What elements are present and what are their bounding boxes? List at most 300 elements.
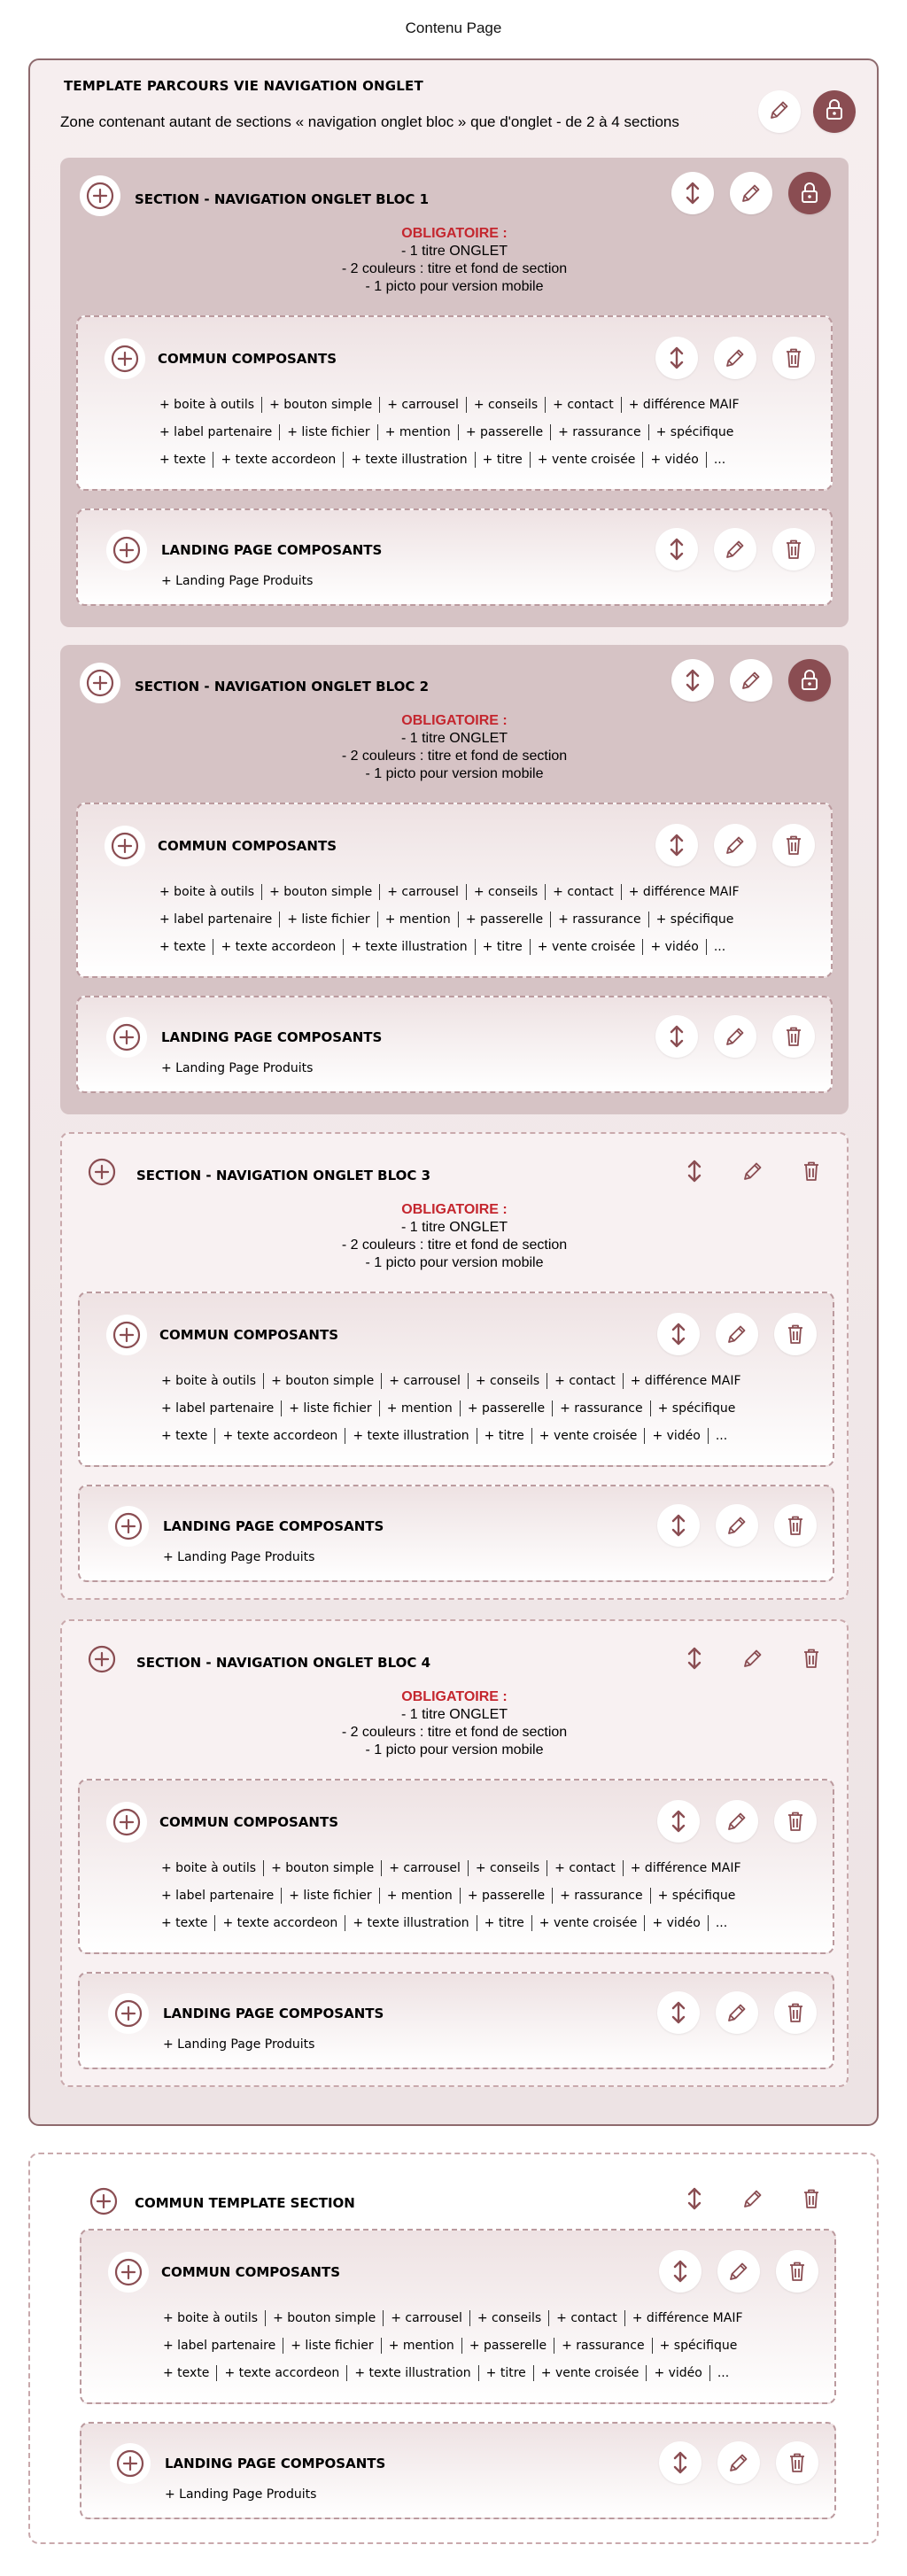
required-notice [62,1201,847,1272]
delete-landing-button[interactable] [776,2441,818,2484]
plus-circle-icon [87,1157,117,1187]
component-item[interactable]: + texte [159,453,206,467]
component-item[interactable]: + texte illustration [353,1429,469,1443]
landing-page-title: LANDING PAGE COMPOSANTS [163,1518,384,1534]
section-navigation-onglet-bloc-2 [60,645,849,1114]
add-section-button[interactable] [81,1639,122,1680]
move-commun-button[interactable] [657,1313,700,1355]
pencil-icon [740,1645,766,1672]
component-item[interactable]: + vente croisée [540,2366,640,2380]
delete-commun-button[interactable] [776,2250,818,2293]
delete-landing-button[interactable] [774,1504,817,1547]
trash-icon [780,345,807,371]
component-item[interactable]: + spécifique [655,425,734,439]
edit-section-button[interactable] [732,1637,774,1680]
trash-icon [782,1321,809,1347]
move-vertical-icon [679,180,706,206]
component-row [161,1373,741,1389]
component-item[interactable]: + vidéo [650,940,699,954]
component-item[interactable]: + liste fichier [289,1889,372,1903]
required-line: - 2 couleurs : titre et fond de section [341,1725,568,1740]
add-commun-button[interactable] [105,826,145,866]
component-row [159,452,725,468]
separator [458,912,459,927]
section-title: SECTION - NAVIGATION ONGLET BLOC 1 [135,191,430,207]
required-label: OBLIGATOIRE : [401,713,508,728]
component-item[interactable]: + rassurance [562,2339,645,2353]
plus-circle-icon [87,1644,117,1674]
component-item[interactable]: + vidéo [650,453,699,467]
component-item[interactable]: + carrousel [391,2311,462,2325]
commun-composants-box [78,1779,834,1954]
separator [531,1428,532,1444]
component-item[interactable]: + différence MAIF [628,398,740,412]
component-item[interactable]: + label partenaire [159,425,273,439]
component-item[interactable]: + liste fichier [289,1401,372,1416]
commun-composants-box [80,2229,836,2404]
pencil-icon [738,180,764,206]
component-row [161,1888,735,1904]
component-item[interactable]: + titre [485,2366,526,2380]
add-landing-button[interactable] [108,1506,149,1547]
delete-landing-button[interactable] [774,1991,817,2034]
component-item[interactable]: + texte [163,2366,210,2380]
component-row [159,884,740,900]
separator [377,424,378,440]
component-item[interactable]: + conseils [473,398,539,412]
separator [648,912,649,927]
commun-composants-box [78,1292,834,1467]
component-item[interactable]: + différence MAIF [630,1374,741,1388]
add-landing-button[interactable] [110,2443,151,2484]
move-landing-button[interactable] [655,528,698,570]
delete-commun-button[interactable] [772,337,815,379]
pencil-icon [724,1999,750,2026]
separator [343,939,344,955]
lock-icon [821,97,848,128]
component-item[interactable]: + boite à outils [161,1374,257,1388]
pencil-icon [766,97,793,128]
component-item[interactable]: ... [715,1916,728,1930]
edit-section-button[interactable] [732,1150,774,1192]
separator [460,1888,461,1904]
landing-page-item[interactable]: + Landing Page Produits [161,574,314,588]
edit-section-button[interactable] [730,172,772,214]
plus-circle-icon [110,831,140,861]
component-item[interactable]: + différence MAIF [630,1861,741,1875]
separator [531,1915,532,1931]
delete-landing-button[interactable] [772,1015,815,1058]
component-item[interactable]: + vente croisée [537,453,636,467]
pencil-icon [738,667,764,694]
component-item[interactable]: + spécifique [655,912,734,927]
component-item[interactable]: + spécifique [657,1889,736,1903]
move-section-button[interactable] [673,1637,716,1680]
required-line: - 1 titre ONGLET [400,244,508,259]
component-item[interactable]: ... [713,453,726,467]
required-notice [60,712,849,783]
edit-template-button[interactable] [758,90,801,133]
separator [475,939,476,955]
delete-landing-button[interactable] [772,528,815,570]
move-vertical-icon [667,2258,694,2285]
separator [379,397,380,413]
edit-landing-button[interactable] [716,1991,758,2034]
separator [644,1428,645,1444]
separator [652,2338,653,2354]
trash-icon [780,536,807,563]
required-line: - 1 picto pour version mobile [365,766,544,781]
separator [475,452,476,468]
separator [706,939,707,955]
component-item[interactable]: + boite à outils [159,398,255,412]
component-item[interactable]: + contact [553,885,614,899]
plus-circle-icon [112,1022,142,1052]
component-item[interactable]: + passerelle [467,1401,546,1416]
move-vertical-icon [681,1158,708,1184]
separator [458,424,459,440]
add-section-button[interactable] [80,175,120,216]
trash-icon [784,2449,810,2476]
component-item[interactable]: + conseils [475,1861,540,1875]
separator [214,1915,215,1931]
delete-commun-button[interactable] [774,1313,817,1355]
pencil-icon [722,1023,748,1050]
add-landing-button[interactable] [106,530,147,570]
separator [545,397,546,413]
separator [621,397,622,413]
separator [279,912,280,927]
move-vertical-icon [679,667,706,694]
component-item[interactable]: + texte illustration [351,453,468,467]
commun-template-content [64,2154,852,2542]
component-item[interactable]: + mention [388,2339,454,2353]
component-item[interactable]: + passerelle [469,2339,547,2353]
separator [469,2310,470,2326]
landing-page-title: LANDING PAGE COMPOSANTS [161,1029,383,1045]
required-notice [60,225,849,296]
required-label: OBLIGATOIRE : [401,226,508,241]
landing-page-box [78,1485,834,1582]
component-item[interactable]: + mention [386,1889,453,1903]
component-item[interactable]: + différence MAIF [628,885,740,899]
page-title: Contenu Page [405,19,502,36]
separator [530,939,531,955]
landing-page-box [80,2422,836,2519]
component-item[interactable]: + spécifique [659,2339,738,2353]
component-item[interactable]: + bouton simple [271,1374,375,1388]
separator [261,884,262,900]
separator [650,1888,651,1904]
delete-section-button[interactable] [790,1150,833,1192]
edit-landing-button[interactable] [714,1015,756,1058]
template-frame [28,58,879,2126]
commun-template-title: COMMUN TEMPLATE SECTION [135,2195,355,2211]
move-landing-button[interactable] [659,2441,702,2484]
required-line: - 1 titre ONGLET [400,1707,508,1722]
component-item[interactable]: + texte [161,1916,208,1930]
commun-composants-title: COMMUN COMPOSANTS [159,1327,339,1343]
component-row [161,1860,741,1876]
component-item[interactable]: + rassurance [558,912,641,927]
component-item[interactable]: + texte illustration [353,1916,469,1930]
component-item[interactable]: + conseils [473,885,539,899]
edit-commun-button[interactable] [716,1800,758,1843]
move-landing-button[interactable] [655,1015,698,1058]
pencil-icon [725,2449,752,2476]
landing-page-title: LANDING PAGE COMPOSANTS [163,2006,384,2021]
component-item[interactable]: + contact [554,1861,616,1875]
component-item[interactable]: + conseils [477,2311,542,2325]
component-item[interactable]: + texte [159,940,206,954]
move-vertical-icon [663,345,690,371]
commun-composants-title: COMMUN COMPOSANTS [159,1814,339,1830]
add-section-button[interactable] [81,1152,122,1192]
component-item[interactable]: + boite à outils [161,1861,257,1875]
component-item[interactable]: + texte accordeon [222,1429,338,1443]
component-item[interactable]: + vidéo [652,1429,701,1443]
component-item[interactable]: + mention [386,1401,453,1416]
plus-circle-icon [112,1320,142,1350]
lock-template-button[interactable] [813,90,856,133]
edit-commun-button[interactable] [716,1313,758,1355]
move-commun-button[interactable] [659,2250,702,2293]
component-item[interactable]: + bouton simple [269,885,373,899]
delete-section-button[interactable] [790,1637,833,1680]
section-title: SECTION - NAVIGATION ONGLET BLOC 2 [135,679,430,694]
component-item[interactable]: + rassurance [558,425,641,439]
trash-icon [798,1645,825,1672]
move-vertical-icon [665,1321,692,1347]
component-item[interactable]: + texte accordeon [221,940,337,954]
move-section-button[interactable] [671,659,714,702]
component-item[interactable]: ... [715,1429,728,1443]
component-item[interactable]: + passerelle [465,425,544,439]
required-label: OBLIGATOIRE : [401,1689,508,1704]
component-item[interactable]: + titre [482,940,523,954]
separator [381,1373,382,1389]
plus-circle-icon [115,2448,145,2479]
commun-template-section [28,2153,879,2544]
component-row [161,1401,735,1416]
separator [466,884,467,900]
component-item[interactable]: + contact [553,398,614,412]
required-notice [62,1688,847,1759]
landing-page-title: LANDING PAGE COMPOSANTS [165,2456,386,2471]
component-item[interactable]: + carrousel [389,1861,461,1875]
component-item[interactable]: + vente croisée [537,940,636,954]
component-item[interactable]: + contact [556,2311,617,2325]
plus-circle-icon [85,668,115,698]
separator [381,1860,382,1876]
separator [460,1401,461,1416]
landing-page-item[interactable]: + Landing Page Produits [163,2037,315,2052]
separator [468,1373,469,1389]
component-item[interactable]: + passerelle [467,1889,546,1903]
component-item[interactable]: + titre [482,453,523,467]
separator [550,912,551,927]
move-vertical-icon [681,1645,708,1672]
add-landing-button[interactable] [108,1993,149,2034]
component-item[interactable]: + label partenaire [163,2339,276,2353]
add-commun-button[interactable] [106,1802,147,1843]
move-vertical-icon [667,2449,694,2476]
separator [468,1860,469,1876]
separator [642,452,643,468]
landing-page-title: LANDING PAGE COMPOSANTS [161,542,383,558]
pencil-icon [722,345,748,371]
component-item[interactable]: + contact [554,1374,616,1388]
component-item[interactable]: + passerelle [465,912,544,927]
component-item[interactable]: + texte [161,1429,208,1443]
pencil-icon [724,1808,750,1835]
lock-section-button[interactable] [788,659,831,702]
component-row [159,939,725,955]
add-section-button[interactable] [80,663,120,703]
plus-circle-icon [113,2257,143,2287]
section-navigation-onglet-bloc-3 [60,1132,849,1600]
trash-icon [780,1023,807,1050]
move-section-button[interactable] [671,172,714,214]
trash-icon [798,1158,825,1184]
component-item[interactable]: + label partenaire [161,1401,275,1416]
component-item[interactable]: + texte illustration [351,940,468,954]
add-commun-button[interactable] [105,338,145,379]
component-item[interactable]: + bouton simple [269,398,373,412]
move-commun-button[interactable] [655,824,698,866]
required-line: - 1 titre ONGLET [400,731,508,746]
separator [706,452,707,468]
landing-page-item[interactable]: + Landing Page Produits [163,1550,315,1564]
component-item[interactable]: + rassurance [560,1889,643,1903]
component-item[interactable]: + vidéo [652,1916,701,1930]
component-item[interactable]: + carrousel [387,885,459,899]
plus-circle-icon [85,181,115,211]
component-item[interactable]: + texte accordeon [222,1916,338,1930]
separator [545,884,546,900]
component-item[interactable]: + label partenaire [161,1889,275,1903]
component-item[interactable]: + différence MAIF [632,2311,743,2325]
edit-landing-button[interactable] [714,528,756,570]
pencil-icon [740,1158,766,1184]
pencil-icon [722,536,748,563]
component-item[interactable]: + vente croisée [539,1916,638,1930]
move-vertical-icon [665,1808,692,1835]
component-item[interactable]: + vidéo [654,2366,702,2380]
component-item[interactable]: + titre [484,1916,524,1930]
separator [548,2310,549,2326]
separator [708,1915,709,1931]
component-item[interactable]: + mention [384,912,451,927]
template-description: Zone contenant autant de sections « navigation onglet bloc » que d'onglet - de 2 à 4 sections [60,113,679,130]
separator [648,424,649,440]
separator [642,939,643,955]
component-item[interactable]: + conseils [475,1374,540,1388]
component-item[interactable]: + carrousel [389,1374,461,1388]
edit-commun-button[interactable] [714,824,756,866]
component-item[interactable]: + bouton simple [271,1861,375,1875]
move-landing-button[interactable] [657,1504,700,1547]
landing-page-item[interactable]: + Landing Page Produits [161,1061,314,1075]
landing-page-item[interactable]: + Landing Page Produits [165,2487,317,2502]
separator [377,912,378,927]
component-item[interactable]: + texte accordeon [224,2366,340,2380]
move-vertical-icon [663,536,690,563]
plus-circle-icon [113,1998,143,2029]
component-item[interactable]: + mention [384,425,451,439]
move-landing-button[interactable] [657,1991,700,2034]
template-title: TEMPLATE PARCOURS VIE NAVIGATION ONGLET [64,78,423,94]
section-navigation-onglet-bloc-4 [60,1619,849,2087]
component-item[interactable]: ... [717,2366,730,2380]
edit-commun-button[interactable] [714,337,756,379]
component-item[interactable]: + liste fichier [287,912,370,927]
component-item[interactable]: + texte accordeon [221,453,337,467]
move-vertical-icon [663,1023,690,1050]
trash-icon [782,1512,809,1539]
edit-landing-button[interactable] [717,2441,760,2484]
add-landing-button[interactable] [106,1017,147,1058]
add-commun-button[interactable] [108,2252,149,2293]
component-item[interactable]: + spécifique [657,1401,736,1416]
move-commun-button[interactable] [657,1800,700,1843]
landing-page-box [78,1972,834,2069]
edit-landing-button[interactable] [716,1504,758,1547]
move-commun-button[interactable] [655,337,698,379]
edit-section-button[interactable] [730,659,772,702]
component-item[interactable]: + rassurance [560,1401,643,1416]
pencil-icon [724,1321,750,1347]
separator [379,884,380,900]
lock-section-button[interactable] [788,172,831,214]
component-item[interactable]: + liste fichier [291,2339,374,2353]
separator [466,397,467,413]
component-item[interactable]: + bouton simple [273,2311,376,2325]
separator [214,1428,215,1444]
component-item[interactable]: + boite à outils [159,885,255,899]
required-line: - 1 picto pour version mobile [365,279,544,294]
component-item[interactable]: + boite à outils [163,2311,259,2325]
component-item[interactable]: ... [713,940,726,954]
separator [381,2338,382,2354]
add-commun-button[interactable] [106,1315,147,1355]
trash-icon [780,832,807,858]
move-section-button[interactable] [673,1150,716,1192]
required-label: OBLIGATOIRE : [401,1202,508,1217]
component-item[interactable]: + texte illustration [354,2366,471,2380]
separator [550,424,551,440]
component-item[interactable]: + vente croisée [539,1429,638,1443]
edit-commun-button[interactable] [717,2250,760,2293]
component-item[interactable]: + titre [484,1429,524,1443]
delete-commun-button[interactable] [772,824,815,866]
component-item[interactable]: + label partenaire [159,912,273,927]
separator [530,452,531,468]
component-row [163,2365,729,2381]
component-item[interactable]: + liste fichier [287,425,370,439]
component-item[interactable]: + carrousel [387,398,459,412]
trash-icon [784,2258,810,2285]
pencil-icon [724,1512,750,1539]
plus-circle-icon [112,1807,142,1837]
separator [281,1888,282,1904]
separator [644,1915,645,1931]
move-vertical-icon [665,1999,692,2026]
component-row [159,397,740,413]
delete-commun-button[interactable] [774,1800,817,1843]
plus-circle-icon [113,1511,143,1541]
lock-icon [796,667,823,694]
